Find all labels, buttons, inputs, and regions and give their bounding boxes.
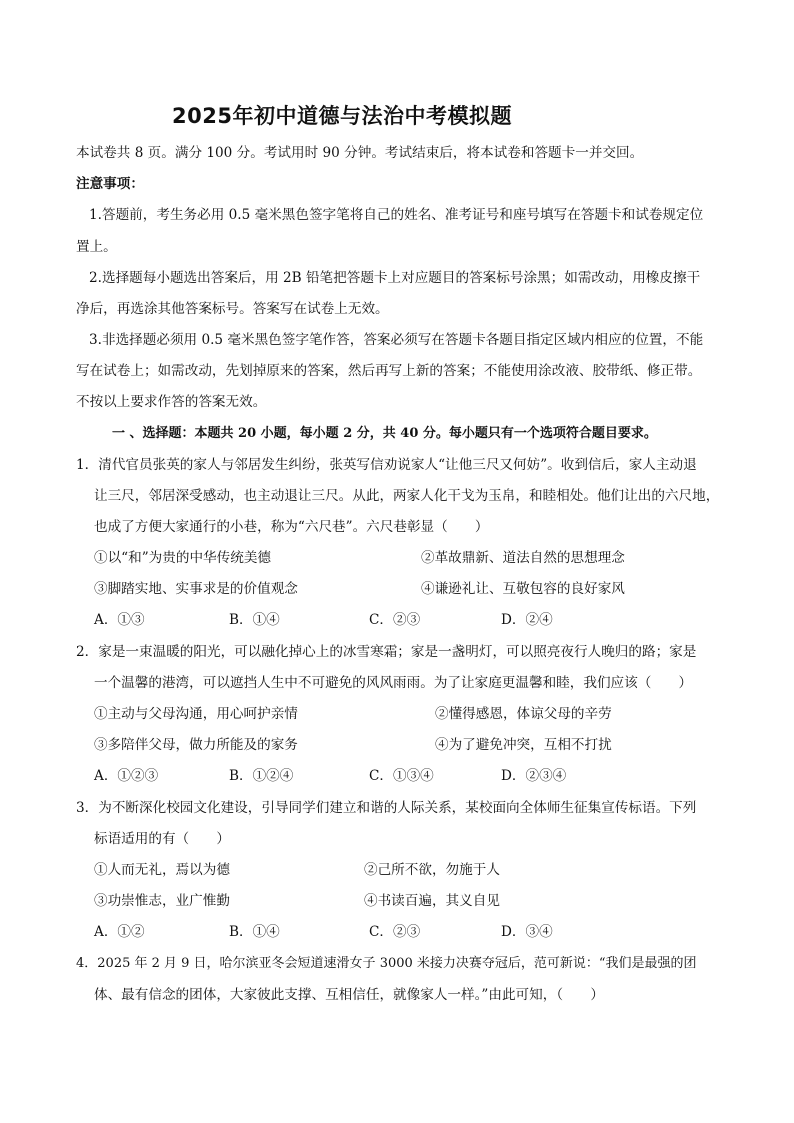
q1-statement-4: ④谦逊礼让、互敬包容的良好家风 <box>421 581 625 597</box>
q3-choice-b: B．①④ <box>229 924 280 940</box>
notice-3-line-1: 3.非选择题必须用 0.5 毫米黑色签字笔作答，答案必须写在答题卡各题目指定区域内相应的位置，不能 <box>89 332 704 348</box>
q2-choice-a: A．①②③ <box>94 768 159 784</box>
q1-choice-a: A．①③ <box>94 612 145 628</box>
notice-2-line-2: 净后，再选涂其他答案标号。答案写在试卷上无效。 <box>76 301 389 317</box>
q2-choice-d: D．②③④ <box>501 768 567 784</box>
q3-statement-2: ②己所不欲，勿施于人 <box>364 862 500 878</box>
exam-intro: 本试卷共 8 页。满分 100 分。考试用时 90 分钟。考试结束后，将本试卷和答题卡一并交回。 <box>76 145 644 161</box>
q2-stem-line-2: 一个温馨的港湾，可以遮挡人生中不可避免的风风雨雨。为了让家庭更温馨和睦，我们应该（ ） <box>94 675 693 691</box>
q1-statement-2: ②革故鼎新、道法自然的思想理念 <box>421 550 625 566</box>
q4-stem-line-2: 体、最有信念的团体，大家彼此支撑、互相信任，就像家人一样。”由此可知，（ ） <box>94 987 604 1003</box>
q2-stem-line-1: 2．家是一束温暖的阳光，可以融化掉心上的冰雪寒霜；家是一盏明灯，可以照亮夜行人晚归的路；家是 <box>76 644 697 660</box>
q1-stem-line-1: 1．清代官员张英的家人与邻居发生纠纷，张英写信劝说家人“让他三尺又何妨”。收到信后，家人主动退 <box>76 457 697 473</box>
q3-choice-a: A．①② <box>94 924 145 940</box>
q3-statement-1: ①人而无礼，焉以为德 <box>94 862 230 878</box>
q3-choice-c: C．②③ <box>369 924 421 940</box>
notice-1-line-2: 置上。 <box>76 239 117 255</box>
q3-stem-line-2: 标语适用的有（ ） <box>94 831 230 847</box>
q2-statement-2: ②懂得感恩，体谅父母的辛劳 <box>435 706 612 722</box>
q1-stem-line-3: 也成了方便大家通行的小巷，称为“六尺巷”。六尺巷彰显（ ） <box>94 519 489 535</box>
q1-choice-b: B．①④ <box>229 612 280 628</box>
q3-stem-line-1: 3．为不断深化校园文化建设，引导同学们建立和谐的人际关系，某校面向全体师生征集宣传标语。下列 <box>76 800 697 816</box>
q3-choice-d: D．③④ <box>501 924 553 940</box>
notice-3-line-2: 写在试卷上；如需改动，先划掉原来的答案，然后再写上新的答案；不能使用涂改液、胶带纸、修正带。 <box>76 363 702 379</box>
section-heading: 一 、选择题：本题共 20 小题，每小题 2 分，共 40 分。每小题只有一个选项符合题目要求。 <box>112 426 657 441</box>
page-title: 2025年初中道德与法治中考模拟题 <box>172 104 512 128</box>
q2-choice-b: B．①②④ <box>229 768 294 784</box>
q1-statement-3: ③脚踏实地、实事求是的价值观念 <box>94 581 298 597</box>
notice-2-line-1: 2.选择题每小题选出答案后，用 2B 铅笔把答题卡上对应题目的答案标号涂黑；如需改动，用橡皮擦干 <box>89 270 701 286</box>
q4-stem-line-1: 4．2025 年 2 月 9 日，哈尔滨亚冬会短道速滑女子 3000 米接力决赛夺冠后，范可新说：“我们是最强的团 <box>76 956 697 971</box>
q1-choice-d: D．②④ <box>501 612 553 628</box>
notice-heading: 注意事项： <box>76 176 144 192</box>
notice-3-line-3: 不按以上要求作答的答案无效。 <box>76 394 267 410</box>
q1-statement-1: ①以“和”为贵的中华传统美德 <box>94 550 272 566</box>
q2-statement-1: ①主动与父母沟通，用心呵护亲情 <box>94 706 298 722</box>
notice-1-line-1: 1.答题前，考生务必用 0.5 毫米黑色签字笔将自己的姓名、准考证号和座号填写在答题卡和试卷规定位 <box>89 207 704 223</box>
q2-statement-3: ③多陪伴父母，做力所能及的家务 <box>94 737 298 753</box>
q1-stem-line-2: 让三尺，邻居深受感动，也主动退让三尺。从此，两家人化干戈为玉帛，和睦相处。他们让出的六尺地， <box>94 488 720 504</box>
q3-statement-3: ③功崇惟志，业广惟勤 <box>94 893 230 909</box>
q2-choice-c: C．①③④ <box>369 768 434 784</box>
q3-statement-4: ④书读百遍，其义自见 <box>364 893 500 909</box>
q2-statement-4: ④为了避免冲突，互相不打扰 <box>435 737 612 753</box>
q1-choice-c: C．②③ <box>369 612 421 628</box>
